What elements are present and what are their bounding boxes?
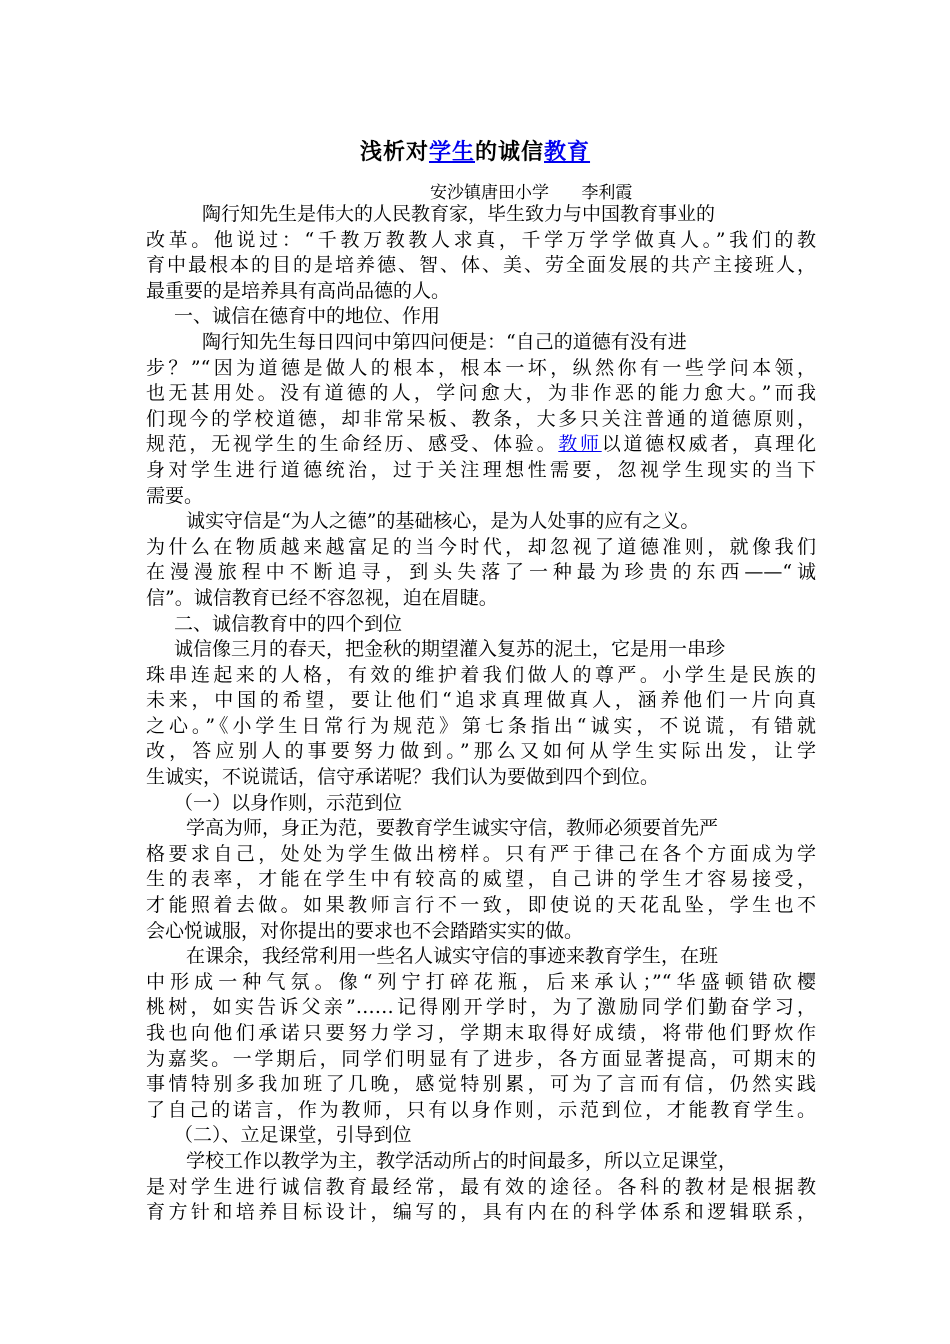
byline-school: 安沙镇唐田小学	[430, 183, 549, 203]
body-line: 了自己的诺言，作为教师，只有以身作则，示范到位，才能教育学生。	[146, 1098, 816, 1121]
body-line: 会心悦诚服，对你提出的要求也不会踏踏实实的做。	[146, 919, 584, 942]
document-body	[146, 202, 816, 1226]
body-line: 诚实守信是“为人之德”的基础核心，是为人处事的应有之义。	[186, 510, 700, 533]
body-line: 最重要的是培养具有高尚品德的人。	[146, 279, 451, 302]
byline	[430, 178, 632, 203]
section-heading: 一、诚信在德育中的地位、作用	[174, 305, 441, 328]
body-text: 规范，无视学生的生命经历、感受、体验。	[146, 433, 559, 456]
subsection-heading: （一）以身作则，示范到位	[174, 791, 403, 814]
body-line: 在漫漫旅程中不断追寻，到头失落了一种最为珍贵的东西——“诚	[146, 561, 816, 584]
document-title	[0, 135, 950, 166]
body-line: 桃树，如实告诉父亲”……记得刚开学时，为了激励同学们勤奋学习，	[146, 996, 816, 1019]
body-line: 也无甚用处。没有道德的人，学问愈大，为非作恶的能力愈大。”而我	[146, 382, 816, 405]
body-line: 身对学生进行道德统治，过于关注理想性需要，忽视学生现实的当下	[146, 458, 816, 481]
body-line: 育方针和培养目标设计，编写的，具有内在的科学体系和逻辑联系，	[146, 1201, 816, 1224]
title-link-education[interactable]: 教育	[544, 139, 591, 165]
body-line: 生的表率，才能在学生中有较高的威望，自己讲的学生才容易接受，	[146, 868, 816, 891]
body-line: 为什么在物质越来越富足的当今时代，却忽视了道德准则，就像我们	[146, 535, 816, 558]
body-line: 育中最根本的目的是培养德、智、体、美、劳全面发展的共产主接班人，	[146, 254, 816, 277]
body-line: 学高为师，身正为范，要教育学生诚实守信，教师必须要首先严	[186, 817, 719, 840]
title-text-2: 的诚信	[475, 139, 545, 165]
body-line: 信”。诚信教育已经不容忽视，迫在眉睫。	[146, 586, 498, 609]
title-link-student[interactable]: 学生	[428, 139, 475, 165]
body-line: 改革。他说过：“千教万教教人求真，千学万学学做真人。”我们的教	[146, 228, 816, 251]
body-line: 我也向他们承诺只要努力学习，学期末取得好成绩，将带他们野炊作	[146, 1022, 816, 1044]
body-line: 格要求自己，处处为学生做出榜样。只有严于律己在各个方面成为学	[146, 842, 816, 865]
body-text: 以道德权威者，真理化	[601, 433, 816, 456]
body-line: 在课余，我经常利用一些名人诚实守信的事迹来教育学生，在班	[186, 945, 719, 968]
subsection-heading: （二）、立足课堂，引导到位	[174, 1124, 412, 1147]
title-text-1: 浅析对	[359, 139, 429, 165]
body-line: 陶行知先生是伟大的人民教育家，毕生致力与中国教育事业的	[202, 203, 716, 225]
body-line: 为嘉奖。一学期后，同学们明显有了进步，各方面显著提高，可期末的	[146, 1047, 816, 1070]
teacher-link[interactable]: 教师	[558, 433, 602, 456]
body-line: 之心。”《小学生日常行为规范》第七条指出“诚实，不说谎，有错就	[146, 714, 816, 737]
byline-author: 李利霞	[581, 183, 633, 203]
body-line: 事情特别多我加班了几晚，感觉特别累，可为了言而有信，仍然实践	[146, 1073, 816, 1096]
body-line: 们现今的学校道德，却非常呆板、教条，大多只关注普通的道德原则，	[146, 407, 816, 430]
body-line: 需要。	[146, 484, 204, 507]
body-line: 是对学生进行诚信教育最经常，最有效的途径。各科的教材是根据教	[146, 1175, 816, 1198]
body-line: 生诚实，不说谎话，信守承诺呢？我们认为要做到四个到位。	[146, 766, 660, 789]
body-line: 改，答应别人的事要努力做到。”那么又如何从学生实际出发，让学	[146, 740, 816, 763]
body-line: 学校工作以教学为主，教学活动所占的时间最多，所以立足课堂，	[186, 1149, 738, 1172]
body-line: 未来，中国的希望，要让他们“追求真理做真人，涵养他们一片向真	[146, 689, 816, 712]
section-heading: 二、诚信教育中的四个到位	[174, 612, 403, 635]
body-line: 步？”“因为道德是做人的根本，根本一坏，纵然你有一些学问本领，	[146, 356, 816, 379]
body-line: 才能照着去做。如果教师言行不一致，即使说的天花乱坠，学生也不	[146, 894, 816, 917]
body-line-with-link	[146, 432, 816, 458]
body-line: 珠串连起来的人格，有效的维护着我们做人的尊严。小学生是民族的	[146, 663, 816, 686]
body-line: 中形成一种气氛。像“列宁打碎花瓶，后来承认；”“华盛顿错砍樱	[146, 970, 816, 993]
body-line: 诚信像三月的春天，把金秋的期望灌入复苏的泥土，它是用一串珍	[174, 638, 726, 661]
body-line: 陶行知先生每日四问中第四问便是：“自己的道德有没有进	[202, 330, 687, 353]
